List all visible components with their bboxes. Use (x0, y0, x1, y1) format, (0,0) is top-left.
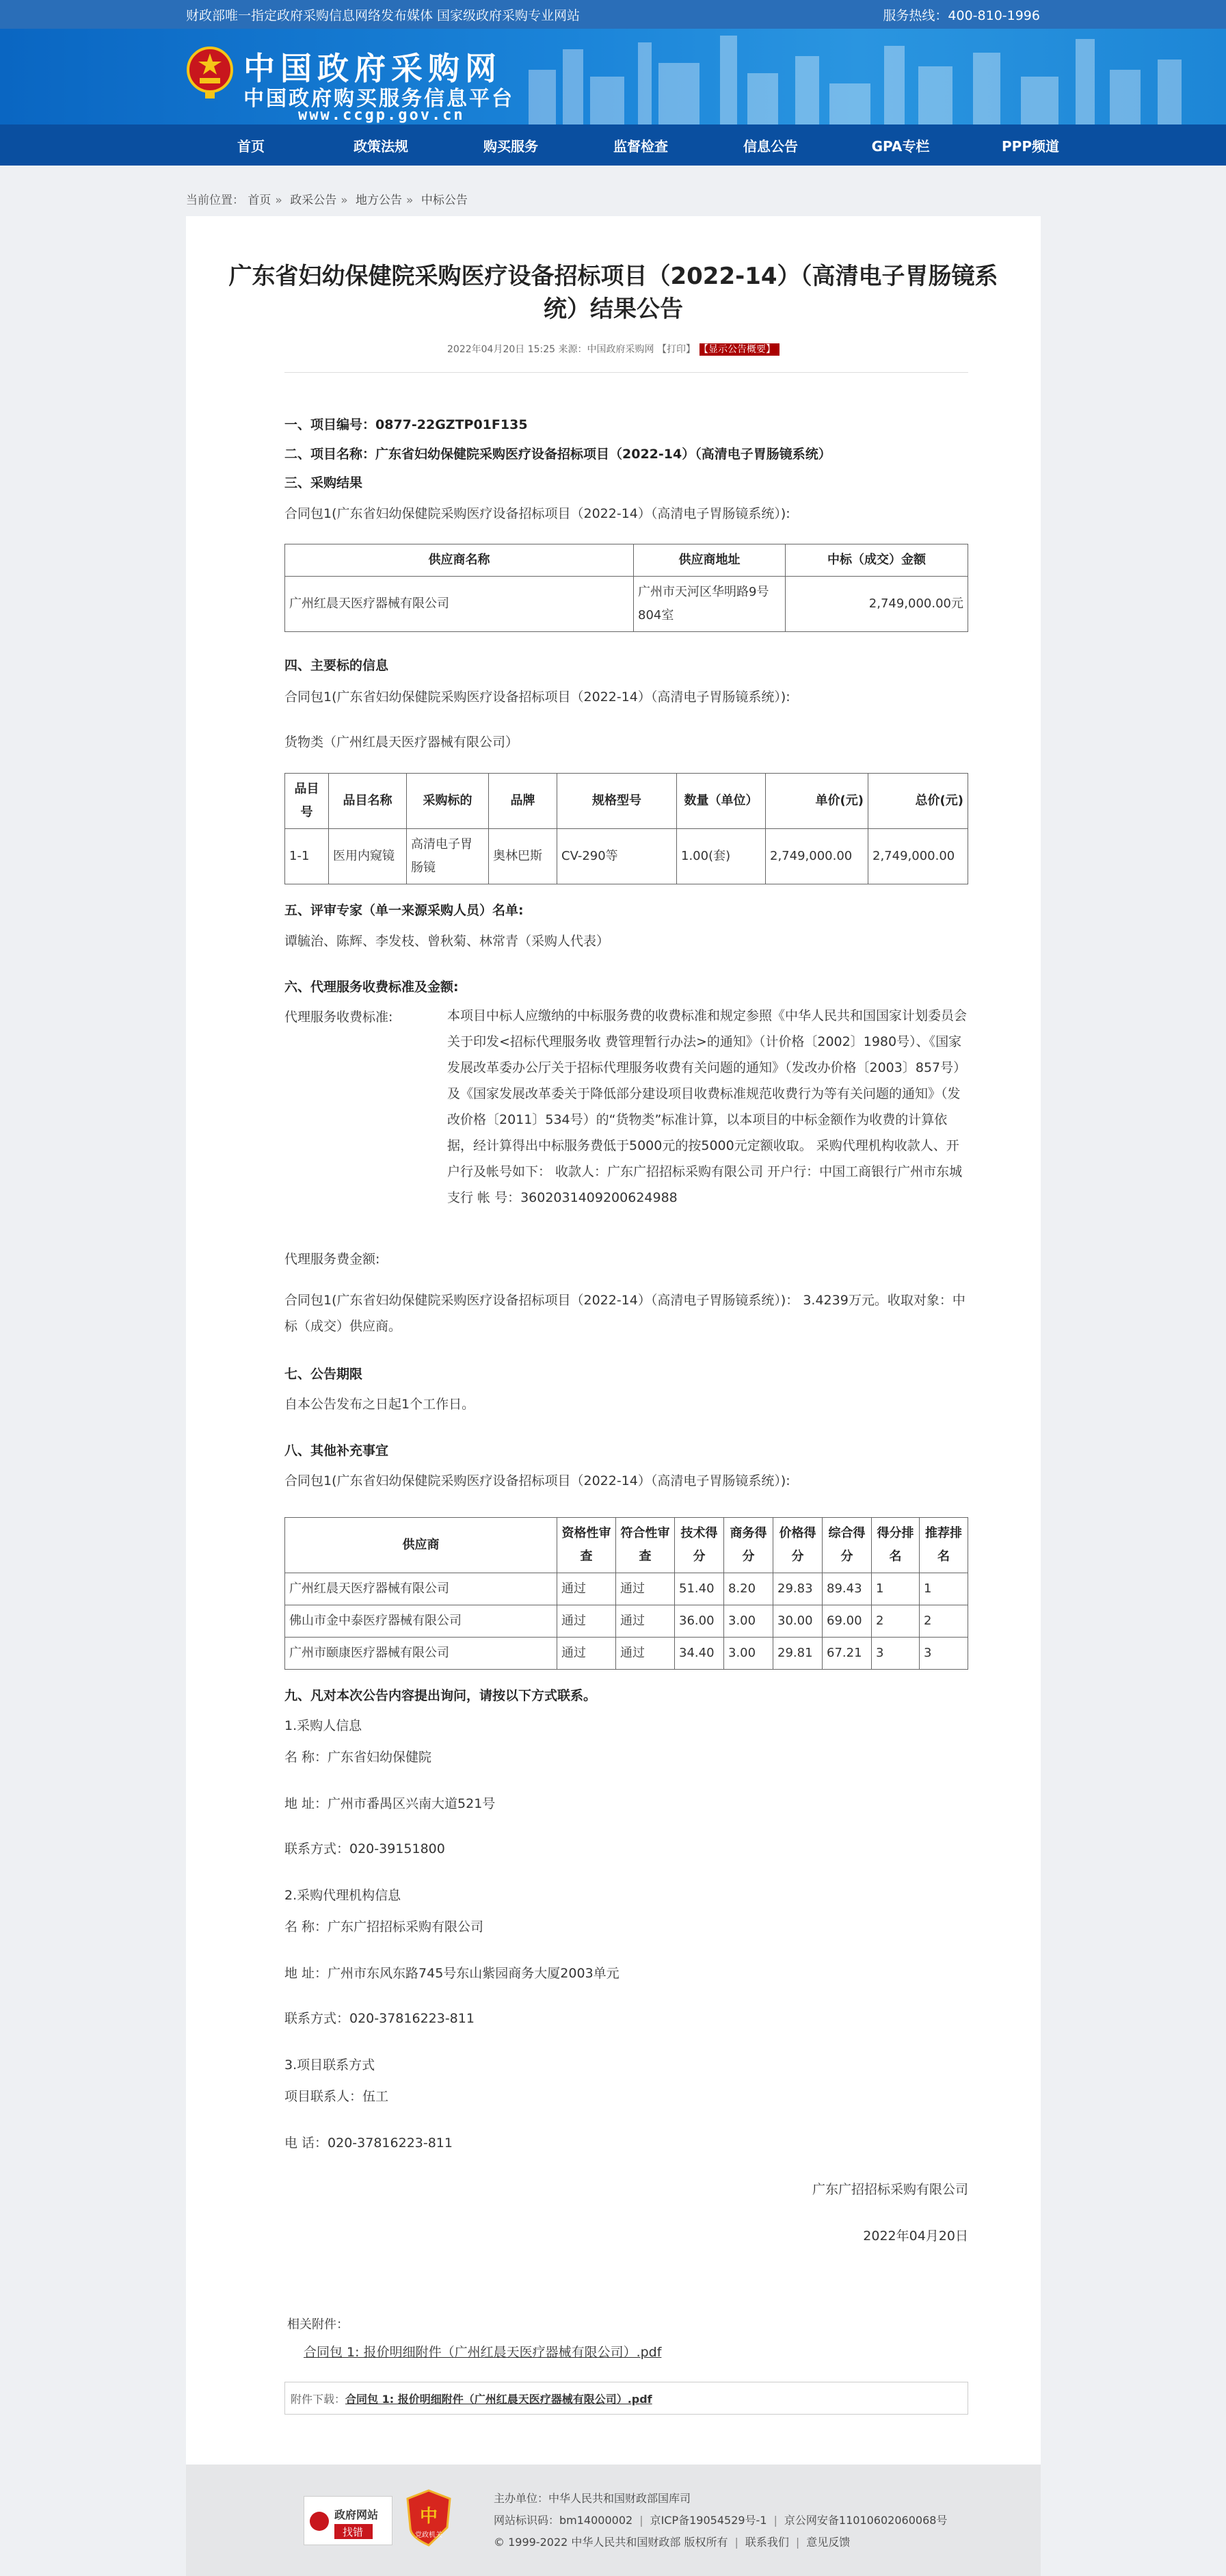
cell-qty: 1.00(套) (677, 829, 766, 884)
cell-supplier: 广州市颐康医疗器械有限公司 (285, 1638, 557, 1670)
col-tech-score: 技术得分 (675, 1518, 724, 1573)
cell-score-rank: 2 (872, 1605, 920, 1638)
badge1-bottom-text: 找错 (343, 2526, 364, 2538)
agency-phone: 联系方式：020-37816223-811 (284, 2011, 475, 2026)
cell-business-score: 3.00 (724, 1605, 773, 1638)
col-award-amount: 中标（成交）金额 (786, 544, 968, 577)
slogan-text: 财政部唯一指定政府采购信息网络发布媒体 国家级政府采购专业网站 (186, 8, 581, 23)
nav-supervision[interactable]: 监督检查 (613, 137, 668, 155)
nav-announcements[interactable]: 信息公告 (743, 137, 798, 155)
breadcrumb-prefix: 当前位置： (186, 194, 244, 207)
buyer-phone: 联系方式：020-39151800 (284, 1841, 445, 1856)
footer-copyright-line: © 1999-2022 中华人民共和国财政部 版权所有 | 联系我们 | 意见反馈 (494, 2536, 851, 2549)
col-item-name: 品目名称 (329, 774, 407, 829)
col-unit-price: 单价(元) (766, 774, 868, 829)
cell-item-name: 医用内窥镜 (329, 829, 407, 884)
section-other-heading: 八、其他补充事宜 (284, 1443, 389, 1458)
cell-total-score: 69.00 (823, 1605, 872, 1638)
col-supplier: 供应商 (285, 1518, 557, 1573)
page-title: 广东省妇幼保健院采购医疗设备招标项目（2022-14）（高清电子胃肠镜系统）结果公告 (228, 263, 998, 323)
cell-tech-score: 36.00 (675, 1605, 724, 1638)
attachments-label: 相关附件： (287, 2317, 349, 2332)
cell-compliance: 通过 (616, 1638, 675, 1670)
item-table (284, 773, 968, 884)
experts-list: 谭毓治、陈辉、李发枝、曾秋菊、林常青（采购人代表） (284, 934, 610, 949)
package-line-3: 合同包1(广东省妇幼保健院采购医疗设备招标项目（2022-14）（高清电子胃肠镜系统）): (284, 1473, 790, 1488)
article-card (186, 216, 1041, 2465)
project-number: 一、项目编号：0877-22GZTP01F135 (284, 417, 528, 432)
cell-score-rank: 3 (872, 1638, 920, 1670)
col-supplier-name: 供应商名称 (285, 544, 634, 577)
top-bar (0, 0, 1226, 29)
feedback-link[interactable]: 意见反馈 (806, 2536, 851, 2549)
icp-record[interactable]: 京ICP备19054529号-1 (650, 2514, 767, 2527)
buyer-name: 名 称：广东省妇幼保健院 (284, 1750, 432, 1765)
copyright: © 1999-2022 中华人民共和国财政部 版权所有 (494, 2536, 728, 2549)
col-total-score: 综合得分 (823, 1518, 872, 1573)
nav-home[interactable]: 首页 (237, 137, 265, 155)
col-price-score: 价格得分 (773, 1518, 823, 1573)
cell-total-price: 2,749,000.00 (868, 829, 968, 884)
breadcrumb-home[interactable]: 首页 (248, 194, 271, 207)
breadcrumb: 当前位置： 首页 » 政采公告 » 地方公告 » 中标公告 (186, 194, 468, 207)
col-score-rank: 得分排名 (872, 1518, 920, 1573)
cell-score-rank: 1 (872, 1573, 920, 1605)
site-id: 网站标识码：bm14000002 (494, 2514, 633, 2527)
download-label: 附件下载： (291, 2393, 346, 2406)
cell-qualification: 通过 (557, 1605, 616, 1638)
table-row (285, 1605, 968, 1638)
nav-purchase-service[interactable]: 购买服务 (483, 137, 538, 155)
cell-recommend-rank: 1 (920, 1573, 968, 1605)
article-meta (186, 342, 1041, 356)
cell-compliance: 通过 (616, 1605, 675, 1638)
table-row (285, 577, 968, 632)
cell-compliance: 通过 (616, 1573, 675, 1605)
show-summary-button[interactable]: 【显示公告概要】 (699, 343, 779, 356)
fee-amount-text: 合同包1(广东省妇幼保健院采购医疗设备招标项目（2022-14）（高清电子胃肠镜系统）)： 3.4239万元。收取对象：中标（成交）供应商。 (284, 1293, 965, 1334)
cell-tech-score: 51.40 (675, 1573, 724, 1605)
badge2-text: 党政机关 (415, 2532, 442, 2539)
table-row (285, 1573, 968, 1605)
score-table (284, 1517, 968, 1670)
col-supplier-address: 供应商地址 (634, 544, 786, 577)
fee-standard-text: 本项目中标人应缴纳的中标服务费的收费标准和规定参照《中华人民共和国国家计划委员会关于印发<招标代理服务收 费管理暂行办法>的通知》（计价格〔2002〕1980号）、《国家发展改革委办公厅关于招标代理服务收费有关问题的通知》（发改办价格〔2003〕857号）及《国家发展改革委关于降低部分建设项目收费标准规范收费行为等有关问题的通知》（发改价格〔2011〕534号）的“货物类”标准计算，以本项目的中标金额作为收费的计算依据，经计算得出中标服务费低于5000元的按5000元定额收取。 采购代理机构收款人、开户行及帐号如下： 收款人：广东广招招标采购有限公司 开户行：中国工商银行广州市东城支行 帐 号：3602031409200624988 (447, 1008, 968, 1205)
cell-brand: 奥林巴斯 (489, 829, 557, 884)
site-header (0, 29, 1226, 124)
score-table-wrap (284, 1517, 968, 1670)
col-item-no: 品目号 (285, 774, 329, 829)
cell-price-score: 30.00 (773, 1605, 823, 1638)
agency-address: 地 址：广州市东风东路745号东山紫园商务大厦2003单元 (284, 1966, 619, 1981)
cell-target: 高清电子胃肠镜 (407, 829, 489, 884)
item-table-wrap (284, 773, 968, 884)
cell-price-score: 29.83 (773, 1573, 823, 1605)
nav-ppp[interactable]: PPP频道 (1002, 137, 1059, 155)
download-link[interactable]: 合同包 1: 报价明细附件（广州红晨天医疗器械有限公司）.pdf (345, 2393, 652, 2406)
table-row (285, 829, 968, 884)
cell-business-score: 3.00 (724, 1638, 773, 1670)
logo-url-text: www.ccgp.gov.cn (298, 107, 465, 124)
gov-site-error-icon (304, 2497, 393, 2546)
cell-unit-price: 2,749,000.00 (766, 829, 868, 884)
police-record[interactable]: 京公网安备11010602060068号 (784, 2514, 948, 2527)
period-text: 自本公告发布之日起1个工作日。 (284, 1397, 475, 1412)
col-qualification: 资格性审查 (557, 1518, 616, 1573)
cell-supplier: 广州红晨天医疗器械有限公司 (285, 1573, 557, 1605)
article-meta-text: 2022年04月20日 15:25 来源：中国政府采购网 【打印】 (447, 344, 695, 355)
site-footer (186, 2465, 1041, 2576)
nav-gpa[interactable]: GPA专栏 (871, 137, 930, 155)
section-experts-heading: 五、评审专家（单一来源采购人员）名单: (284, 903, 524, 918)
buyer-address: 地 址：广州市番禺区兴南大道521号 (284, 1796, 496, 1811)
cell-recommend-rank: 2 (920, 1605, 968, 1638)
result-table (284, 544, 968, 632)
section-results-heading: 三、采购结果 (284, 475, 363, 490)
cell-price-score: 29.81 (773, 1638, 823, 1670)
breadcrumb-award-announcements[interactable]: 中标公告 (421, 194, 468, 207)
main-nav (0, 124, 1226, 166)
svg-text:中: 中 (419, 2506, 438, 2527)
col-total-price: 总价(元) (868, 774, 968, 829)
breadcrumb-gov-announcements[interactable]: 政采公告 (290, 194, 337, 207)
cell-address: 广州市天河区华明路9号804室 (634, 577, 786, 632)
footer-id-line: 网站标识码：bm14000002 | 京ICP备19054529号-1 | 京公网安备11010602060068号 (494, 2514, 948, 2527)
cell-qualification: 通过 (557, 1638, 616, 1670)
badge1-top-text: 政府网站 (334, 2508, 379, 2521)
fee-label: 代理服务收费标准: (284, 1010, 393, 1025)
contact-us-link[interactable]: 联系我们 (745, 2536, 789, 2549)
cell-business-score: 8.20 (724, 1573, 773, 1605)
hotline-text: 服务热线：400-810-1996 (883, 8, 1040, 23)
section-items-heading: 四、主要标的信息 (284, 658, 389, 673)
cell-supplier: 佛山市金中泰医疗器械有限公司 (285, 1605, 557, 1638)
col-compliance: 符合性审查 (616, 1518, 675, 1573)
breadcrumb-local-announcements[interactable]: 地方公告 (356, 194, 403, 207)
cell-recommend-rank: 3 (920, 1638, 968, 1670)
project-contact-phone: 电 话：020-37816223-811 (284, 2135, 453, 2151)
project-contact-heading: 3.项目联系方式 (284, 2058, 375, 2073)
report-error-badge[interactable] (304, 2496, 392, 2545)
cell-supplier: 广州红晨天医疗器械有限公司 (285, 577, 634, 632)
project-contact-person: 项目联系人：伍工 (284, 2089, 389, 2104)
package-line: 合同包1(广东省妇幼保健院采购医疗设备招标项目（2022-14）（高清电子胃肠镜系统）): (284, 506, 790, 521)
fee-amount-label: 代理服务费金额: (284, 1252, 380, 1267)
national-emblem-icon (186, 44, 234, 100)
cell-total-score: 89.43 (823, 1573, 872, 1605)
project-name: 二、项目名称：广东省妇幼保健院采购医疗设备招标项目（2022-14）（高清电子胃肠镜系统） (284, 447, 831, 462)
cell-item-no: 1-1 (285, 829, 329, 884)
skyline-decoration-icon (474, 29, 1226, 124)
section-fee-heading: 六、代理服务收费标准及金额: (284, 980, 459, 995)
cell-amount: 2,749,000.00元 (786, 577, 968, 632)
result-table-wrap (284, 544, 968, 632)
agency-name: 名 称：广东广招招标采购有限公司 (284, 1919, 484, 1934)
col-qty: 数量（单位） (677, 774, 766, 829)
cell-spec: CV-290等 (557, 829, 677, 884)
sponsor-line: 主办单位：中华人民共和国财政部国库司 (494, 2492, 691, 2505)
logo-sub-text: 中国政府购买服务信息平台 (243, 87, 514, 111)
cell-total-score: 67.21 (823, 1638, 872, 1670)
col-target: 采购标的 (407, 774, 489, 829)
download-box (284, 2382, 968, 2415)
buyer-info-heading: 1.采购人信息 (284, 1718, 362, 1733)
section-period-heading: 七、公告期限 (284, 1367, 363, 1382)
section-contact-heading: 九、凡对本次公告内容提出询问，请按以下方式联系。 (284, 1688, 597, 1703)
party-gov-icon (405, 2489, 453, 2547)
package-line-2: 合同包1(广东省妇幼保健院采购医疗设备招标项目（2022-14）（高清电子胃肠镜系统）): (284, 689, 790, 705)
cell-tech-score: 34.40 (675, 1638, 724, 1670)
attachment-link[interactable]: 合同包 1: 报价明细附件（广州红晨天医疗器械有限公司）.pdf (304, 2345, 662, 2360)
signature-org: 广东广招招标采购有限公司 (812, 2182, 968, 2197)
cell-qualification: 通过 (557, 1573, 616, 1605)
col-spec: 规格型号 (557, 774, 677, 829)
divider (284, 372, 968, 373)
footer-text (494, 2488, 947, 2553)
table-row (285, 1638, 968, 1670)
goods-line: 货物类（广州红晨天医疗器械有限公司） (284, 735, 519, 750)
logo-main-text: 中国政府采购网 (243, 50, 502, 87)
agency-info-heading: 2.采购代理机构信息 (284, 1888, 401, 1903)
nav-policy[interactable]: 政策法规 (354, 137, 408, 155)
col-recommend-rank: 推荐排名 (920, 1518, 968, 1573)
col-brand: 品牌 (489, 774, 557, 829)
col-business-score: 商务得分 (724, 1518, 773, 1573)
signature-date: 2022年04月20日 (863, 2229, 968, 2244)
party-gov-badge[interactable] (405, 2489, 453, 2547)
